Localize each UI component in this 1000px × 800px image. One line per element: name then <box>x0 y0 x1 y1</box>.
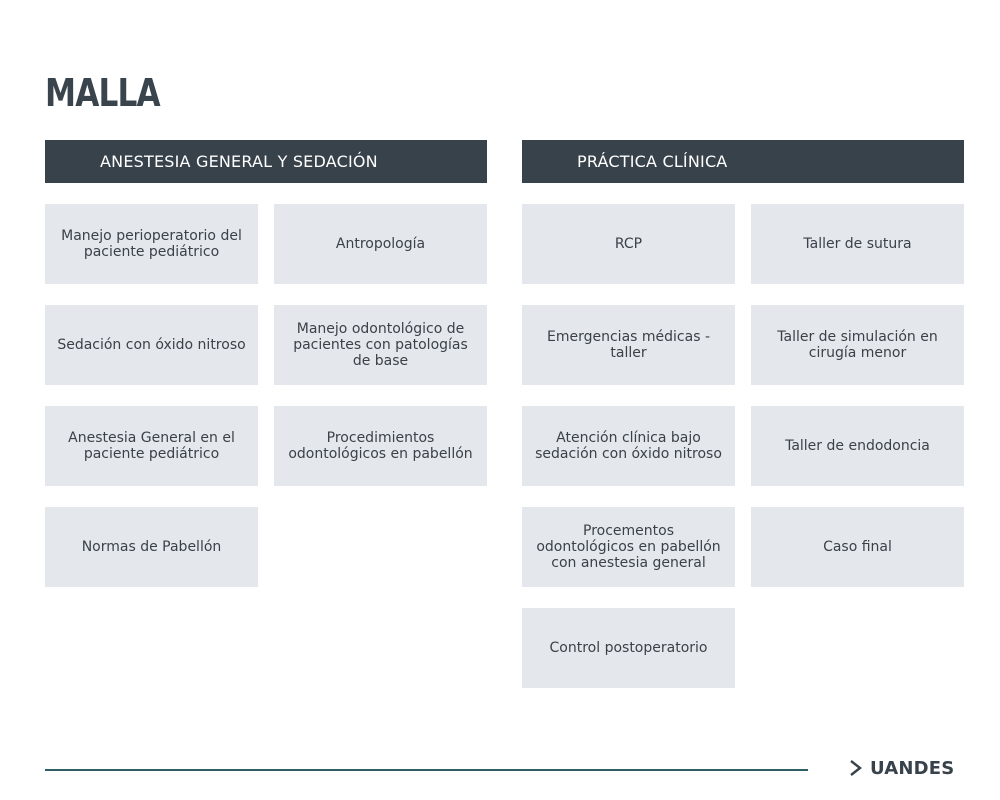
course-card: Manejo odontológico de pacientes con patologías de base <box>274 305 487 385</box>
brand-logo <box>848 756 954 780</box>
section-header-anestesia: ANESTESIA GENERAL Y SEDACIÓN <box>45 140 487 183</box>
course-card: Procementos odontológicos en pabellón con anestesia general <box>522 507 735 587</box>
brand-name: UANDES <box>870 757 955 779</box>
course-card: Taller de simulación en cirugía menor <box>751 305 964 385</box>
course-card: Emergencias médicas - taller <box>522 305 735 385</box>
course-card: Anestesia General en el paciente pediátrico <box>45 406 258 486</box>
course-card: Taller de sutura <box>751 204 964 284</box>
footer-divider <box>45 769 808 771</box>
course-card: Control postoperatorio <box>522 608 735 688</box>
course-card: Antropología <box>274 204 487 284</box>
course-card: Manejo perioperatorio del paciente pediátrico <box>45 204 258 284</box>
chevron-right-icon <box>848 758 864 778</box>
page-title: MALLA <box>45 71 160 115</box>
course-card: Procedimientos odontológicos en pabellón <box>274 406 487 486</box>
course-card: Taller de endodoncia <box>751 406 964 486</box>
course-card: RCP <box>522 204 735 284</box>
course-card: Sedación con óxido nitroso <box>45 305 258 385</box>
course-card: Caso final <box>751 507 964 587</box>
course-card: Atención clínica bajo sedación con óxido nitroso <box>522 406 735 486</box>
course-card: Normas de Pabellón <box>45 507 258 587</box>
section-header-practica-clinica: PRÁCTICA CLÍNICA <box>522 140 964 183</box>
